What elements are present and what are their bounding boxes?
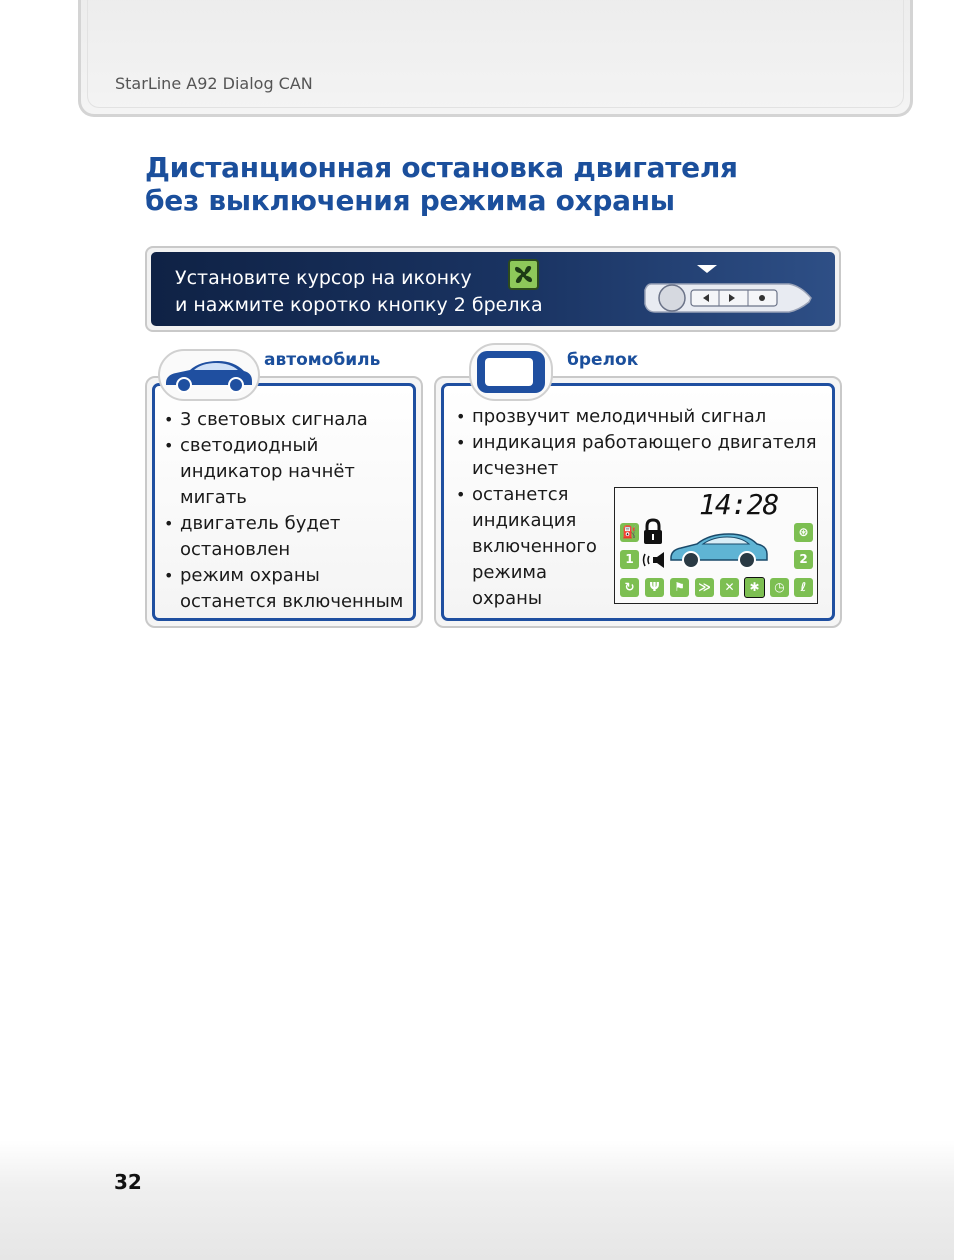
light-icon: ≫ — [695, 578, 714, 597]
bullet-icon: • — [456, 407, 466, 426]
instruction-bar-inner — [151, 252, 835, 326]
car-panel-label: автомобиль — [264, 350, 381, 370]
list-item: • прозвучит мелодичный сигнал — [456, 404, 826, 430]
lcd-car-icon — [667, 526, 771, 572]
lcd-time: 14:28 — [699, 488, 779, 521]
list-item: • останется индикация включенного режима охраны — [456, 484, 597, 609]
wrench-icon: Ψ — [645, 578, 664, 597]
instruction-line-2: и нажмите коротко кнопку 2 брелка — [175, 294, 543, 316]
fan-icon — [508, 259, 539, 290]
key-fob-buttons-icon — [641, 260, 813, 320]
thermometer-icon: ℓ — [794, 578, 813, 597]
header-frame — [78, 0, 913, 117]
engine-icon: ⛽ — [620, 523, 639, 542]
bullet-icon: • — [164, 410, 174, 429]
pin-icon: ⚑ — [670, 578, 689, 597]
fob-icon-bubble — [469, 343, 553, 401]
instruction-line-1: Установите курсор на иконку — [175, 267, 472, 289]
instruction-bar — [145, 246, 841, 332]
page-footer-gradient — [0, 1140, 954, 1260]
channel-2-icon: 2 — [794, 550, 813, 569]
lock-icon — [641, 518, 665, 546]
list-item: • индикация работающего двигателя исчезнет — [456, 432, 817, 479]
bullet-icon: • — [164, 566, 174, 585]
bullet-icon: • — [456, 433, 466, 452]
bullet-icon: • — [456, 485, 466, 504]
list-item: • светодиодный индикатор начнёт мигать — [164, 435, 355, 508]
page-number: 32 — [114, 1170, 142, 1194]
refresh-icon: ↻ — [620, 578, 639, 597]
list-item: • 3 световых сигнала — [164, 407, 414, 433]
steering-icon: ⊛ — [794, 523, 813, 542]
channel-1-icon: 1 — [620, 550, 639, 569]
product-name: StarLine A92 Dialog CAN — [115, 74, 313, 93]
fob-panel-label: брелок — [567, 350, 639, 370]
speaker-icon — [641, 550, 667, 570]
car-icon-bubble — [158, 349, 260, 401]
list-item: • режим охраны останется включенным — [164, 565, 404, 612]
title-line-2: без выключения режима охраны — [145, 184, 675, 217]
title-line-1: Дистанционная остановка двигателя — [145, 151, 738, 184]
car-icon — [160, 351, 258, 399]
car-effects-list — [164, 407, 414, 615]
list-item: • двигатель будет остановлен — [164, 513, 341, 560]
x-icon: ✕ — [720, 578, 739, 597]
key-fob-icon — [471, 345, 551, 399]
bullet-icon: • — [164, 436, 174, 455]
bullet-icon: • — [164, 514, 174, 533]
fan-icon: ✱ — [744, 577, 765, 598]
timer-icon: ◷ — [770, 578, 789, 597]
fob-lcd-display — [614, 487, 818, 604]
page-title — [145, 151, 845, 217]
